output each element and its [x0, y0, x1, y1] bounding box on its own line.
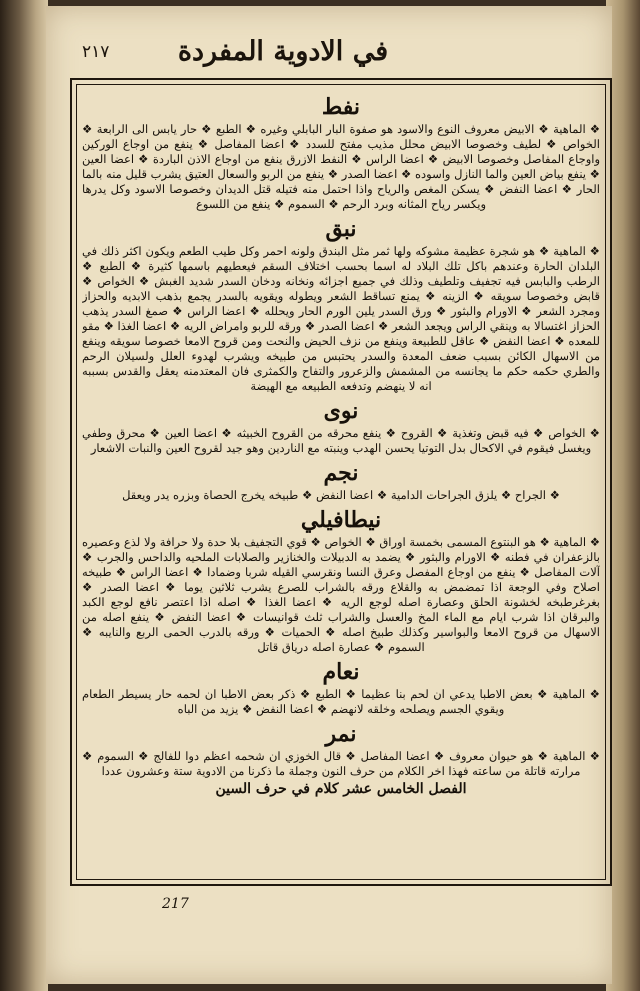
entry-text-nabq: ❖ الماهية ❖ هو شجرة عظيمة مشوكه ولها ثمر مثل البندق ولونه احمر وكل طيب الطعم ويكون اكثر ذلك في البلدان الحارة وعندهم باكل تلك البلاد له اسما بحسب اختلاف السقم فيعطيهم باسمها كثيرة ❖ الطبع ❖ الرطب والبابس فيه تجفيف وتلطيف وذلك في جميع اجزائه ونخانه ودخان السدر شديد الغبش ❖ الخواص ❖ قابض وخصوصا سويقه ❖ الزينه ❖ يمنع تساقط الشعر ويطوله ويقويه بالسدر يجمع بذهب الابديه والحزاز ومجرد الشعر ❖ الاورام والبثور ❖ ورق السدر يلين الورم الحار ويحلله ❖ اعضا الراس ❖ صمغ السدر يذهب الحزاز اغتسالا به وينقي الراس ويجعد الشعر ❖ اعضا الصدر ❖ ورقه للربو وامراض الريه ❖ اعضا الغذا ❖ مقو للمعده ❖ اعضا النفض ❖ عاقل للطبيعة وينفع من نزف الحيض والنحت ومن قروح الامعا خصوصا سويقه وينفع من الاسهال الكائن بسبب ضعف المعدة والسدر يحتبس من طبيخه ويشرب لهدوء العلل ولسيلان الرحم والطري حكمه حكم ما يجانسه من المشمش والزعرور والتفاح والكمثرى فان المعتدمنه يعقل والقدس بسببه انه لا ينهضم وتدفعه الطبيعه مع الهيضة	[82, 244, 600, 393]
entry-heading-nabq: نبق	[325, 216, 357, 242]
chapter-heading-line: الفصل الخامس عشر كلام في حرف السين	[215, 781, 467, 797]
entry-text-naam: ❖ الماهية ❖ بعض الاطبا يدعي ان لحم بنا عظيما ❖ الطبع ❖ ذكر بعض الاطبا ان لحمه حار يسيطر الطعام ويقوي الجسم ويصلحه وخلقه لانهضم ❖ اعضا النفض ❖ يزيد من الباه	[82, 687, 600, 716]
page-title: في الادوية المفردة	[177, 36, 389, 67]
entry-text-nitafili: ❖ الماهية ❖ هو البنتوع المسمى بخمسة اوراق ❖ الخواص ❖ قوي التجفيف بلا حدة ولا حرافة ولا لذع وعصيره بالزعفران في فطنه ❖ الاورام والبثور ❖ يضمد به الدبيلات والخنازير والصلابات الملحيه والداحس والجرب ❖ آلات المفاصل ❖ ينفع من اوجاع المفصل وعرق النسا ونقرسي القيله شربا وضمادا ❖ اعضا الراس ❖ طبيخه اصلاح وفي الوجعة اذا تمضمض به والقلاع ورقه بالشراب للصرع يشرب ثلاثين يوما ❖ اعضا الصدر ❖ بغرغرطبخه لخشونة الحلق وعصارة اصله لوجع الريه ❖ اعضا الغذا ❖ اصله اذا اعتصر نافع لوجع الكبد والبرقان اذا شرب ايام مع الماء المخ والعسل والشراب ثلث قوانيسات ❖ اعضا النفض ❖ ينفع اصله من الاسهال من قروح الامعا والبواسير وكذلك طبيخ اصله ❖ الحميات ❖ ورقه بالدرب الحمى الربع والنايبه ❖ السموم ❖ عصارة اصله درياق قاتل	[82, 535, 600, 654]
entry-heading-nawa: نوى	[323, 398, 359, 424]
book-spine-edge	[0, 0, 48, 991]
page-header	[0, 36, 566, 76]
entry-text-najm: ❖ الجراح ❖ يلزق الجراحات الدامية ❖ اعضا النفض ❖ طبيخه يخرج الحصاة وبزره يدر ويعقل	[122, 488, 560, 502]
entry-heading-nitafili: نيطافيلي	[300, 507, 382, 533]
entry-heading-naam: نعام	[322, 659, 360, 685]
page-content	[82, 92, 600, 872]
entry-text-naft: ❖ الماهية ❖ الابيض معروف النوع والاسود هو صفوة البار البابلي وغيره ❖ الطبع ❖ حار يابس الى الرابعة ❖ الخواص ❖ لطيف وخصوصا الابيض محلل مذيب مفتح للسدد ❖ اعضا المفاصل ❖ ينفع من اوجاع الوركين واوجاع المفاصل وخصوصا الابيض ❖ اعضا الراس ❖ النفط الازرق ينفع من اوجاع الاذن الباردة ❖ اعضا العين ❖ ينفع بياض العين والما النازل واسوده ❖ اعضا الصدر ❖ ينفع من الربو والسعال العتيق يشرب قليل منه بالما الحار ❖ اعضا النفض ❖ يسكن المغص والرياح واذا احتمل منه فتيله قتل الديدان وخصوصا الاسود وكل يدرها ويكسر رياح المثانه وبرد الرحم ❖ السموم ❖ ينفع من اللسوع	[82, 122, 600, 211]
entry-text-nawa: ❖ الخواص ❖ فيه قبض وتغذية ❖ القروح ❖ ينفع محرقه من القروح الخبيثه ❖ اعضا العين ❖ محرق وطفي ويغسل فيقوم في الاكحال بدل التوتيا يحسن الهدب وينبته مع الناردين وهو جيد لقروح العين والنبات الاشعار	[82, 426, 600, 455]
footer-page-number: 217	[162, 896, 189, 912]
entry-heading-naft: نفط	[321, 94, 361, 120]
header-page-number: ٢١٧	[82, 42, 110, 62]
entry-text-namir: ❖ الماهية ❖ هو حيوان معروف ❖ اعضا المفاصل ❖ قال الخوزي ان شحمه اعظم دوا للفالج ❖ السموم ❖ مرارته قاتلة من ساعته فهذا اخر الكلام من حرف النون وجملة ما ذكرنا من الادوية ستة وعشرون عددا	[82, 749, 600, 778]
entry-heading-namir: نمر	[325, 721, 357, 747]
entry-heading-najm: نجم	[323, 460, 359, 486]
